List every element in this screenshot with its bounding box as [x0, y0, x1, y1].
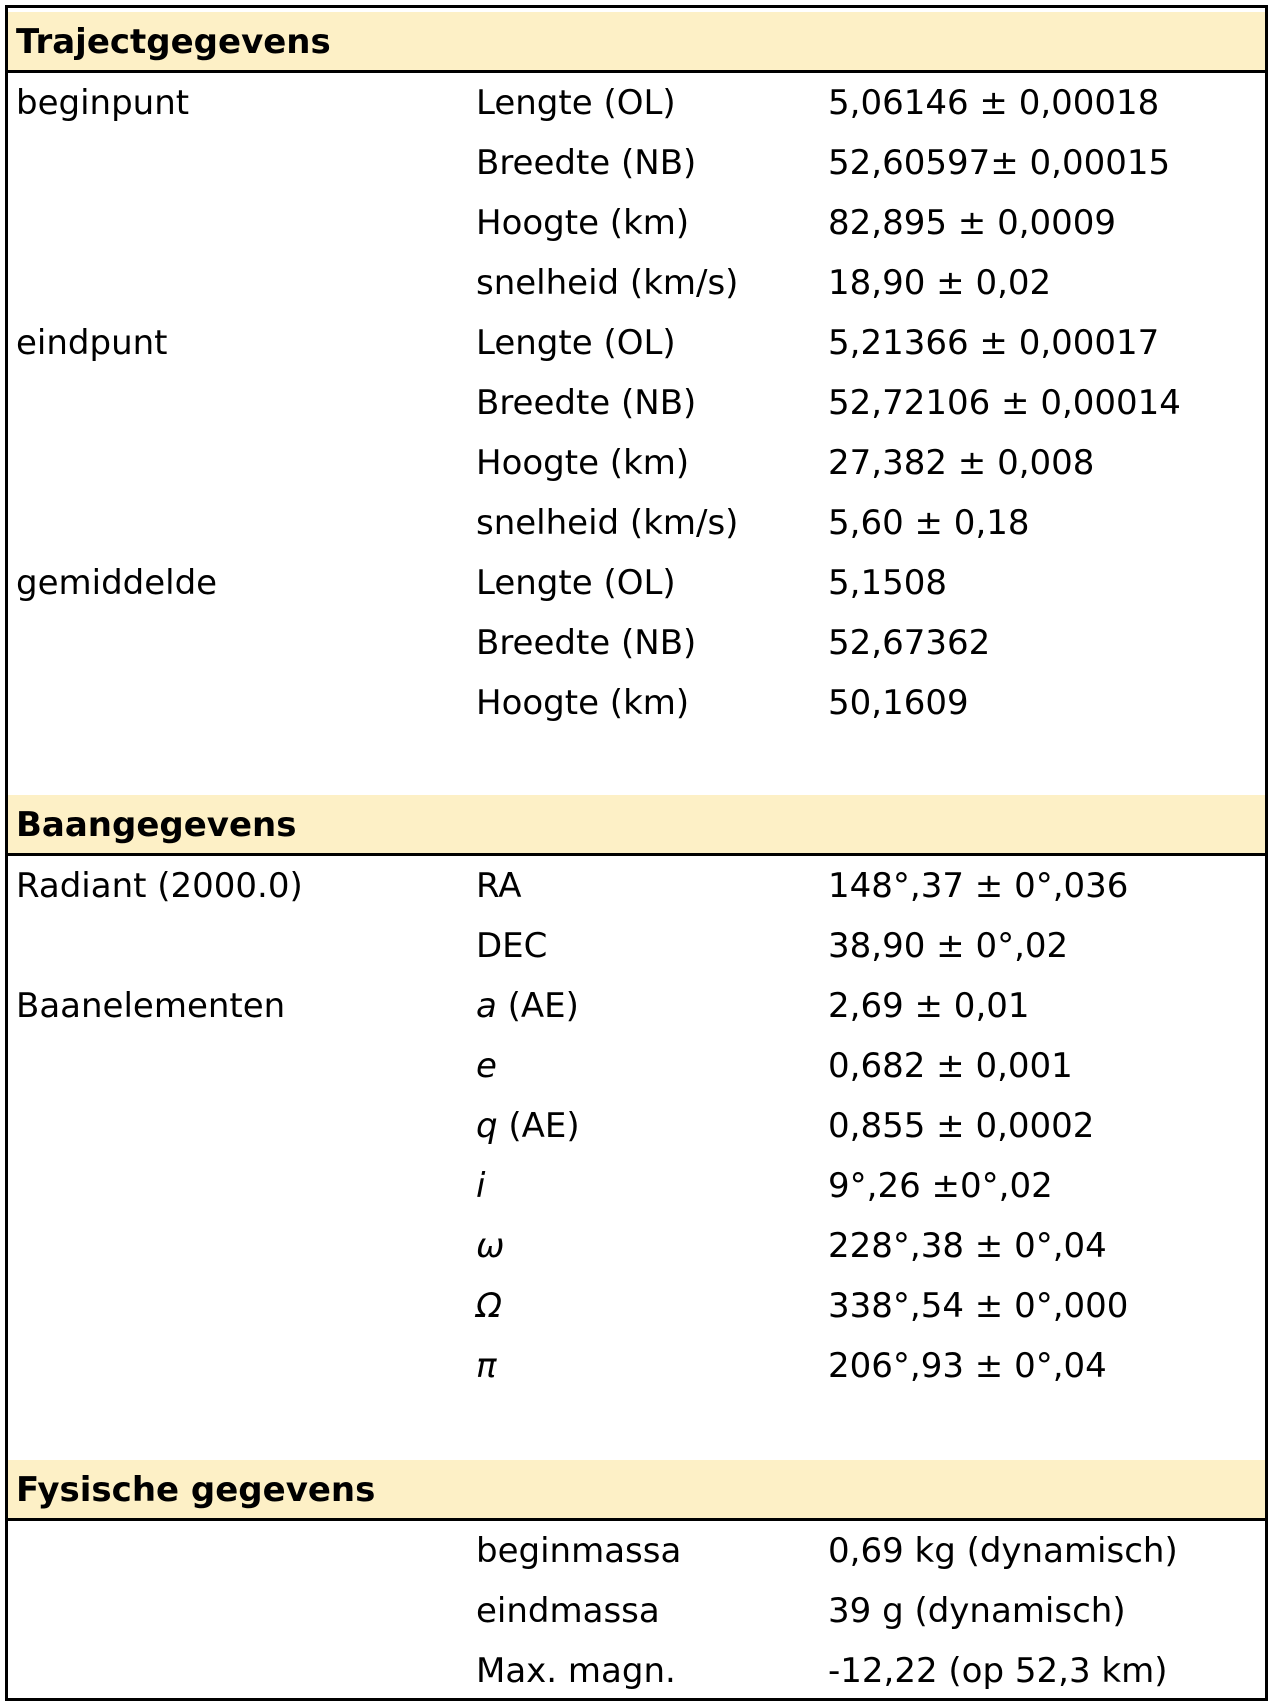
section-header-baangegevens: Baangegevens	[8, 795, 1265, 855]
row-value: 52,60597± 0,00015	[828, 143, 1171, 183]
row-group: beginpunt	[16, 83, 190, 123]
table-row	[8, 193, 1265, 253]
row-value: 148°,37 ± 0°,036	[828, 866, 1129, 906]
section-header-fysische-gegevens: Fysische gegevens	[8, 1460, 1265, 1520]
orbital-unit: (AE)	[496, 986, 579, 1026]
row-label	[476, 1276, 502, 1336]
table-row	[8, 313, 1265, 373]
row-value: 5,06146 ± 0,00018	[828, 83, 1160, 123]
table-row	[8, 1641, 1265, 1701]
orbital-symbol: Ω	[476, 1286, 502, 1326]
table-row	[8, 1336, 1265, 1396]
row-value: 5,21366 ± 0,00017	[828, 323, 1160, 363]
table-row	[8, 553, 1265, 613]
row-label: Lengte (OL)	[476, 83, 676, 123]
orbital-unit: (AE)	[497, 1106, 580, 1146]
table-row	[8, 916, 1265, 976]
section-header-trajectgegevens: Trajectgegevens	[8, 12, 1265, 72]
row-value: 18,90 ± 0,02	[828, 263, 1052, 303]
row-label	[476, 1336, 496, 1396]
orbital-symbol: i	[476, 1166, 486, 1206]
row-label	[476, 1156, 485, 1216]
row-value: 5,60 ± 0,18	[828, 503, 1030, 543]
table-row	[8, 493, 1265, 553]
row-value: -12,22 (op 52,3 km)	[828, 1651, 1168, 1691]
orbital-symbol: ω	[476, 1226, 505, 1266]
row-label	[476, 1216, 504, 1276]
table-row	[8, 433, 1265, 493]
row-label: Hoogte (km)	[476, 203, 690, 243]
row-value: 52,72106 ± 0,00014	[828, 383, 1181, 423]
row-label: snelheid (km/s)	[476, 503, 739, 543]
orbital-symbol: q	[476, 1106, 498, 1146]
table-row	[8, 133, 1265, 193]
table-row	[8, 1156, 1265, 1216]
row-value: 5,1508	[828, 563, 947, 603]
row-label	[476, 1096, 580, 1156]
table-row	[8, 976, 1265, 1036]
row-value: 206°,93 ± 0°,04	[828, 1346, 1107, 1386]
table-row	[8, 73, 1265, 133]
table-row	[8, 253, 1265, 313]
table-row	[8, 373, 1265, 433]
row-label	[476, 976, 579, 1036]
row-value: 2,69 ± 0,01	[828, 986, 1030, 1026]
row-value: 0,855 ± 0,0002	[828, 1106, 1095, 1146]
row-group: gemiddelde	[16, 563, 218, 603]
row-group: eindpunt	[16, 323, 168, 363]
orbital-symbol: π	[476, 1346, 497, 1386]
table-row	[8, 673, 1265, 733]
row-label: Max. magn.	[476, 1651, 676, 1691]
row-value: 0,69 kg (dynamisch)	[828, 1531, 1178, 1571]
row-label: Breedte (NB)	[476, 143, 697, 183]
row-label: Hoogte (km)	[476, 683, 690, 723]
table-row	[8, 856, 1265, 916]
row-value: 27,382 ± 0,008	[828, 443, 1095, 483]
orbital-symbol: a	[476, 986, 497, 1026]
table-row	[8, 1096, 1265, 1156]
row-label: snelheid (km/s)	[476, 263, 739, 303]
row-label: Hoogte (km)	[476, 443, 690, 483]
row-value: 38,90 ± 0°,02	[828, 926, 1069, 966]
table-row	[8, 1036, 1265, 1096]
data-table	[5, 5, 1268, 1701]
row-label: DEC	[476, 926, 548, 966]
row-label: Lengte (OL)	[476, 563, 676, 603]
row-label: RA	[476, 866, 522, 906]
row-value: 0,682 ± 0,001	[828, 1046, 1073, 1086]
row-label: beginmassa	[476, 1531, 682, 1571]
table-row	[8, 1581, 1265, 1641]
row-value: 228°,38 ± 0°,04	[828, 1226, 1107, 1266]
row-label: Breedte (NB)	[476, 383, 697, 423]
row-group: Radiant (2000.0)	[16, 866, 303, 906]
table-row	[8, 1276, 1265, 1336]
row-group: Baanelementen	[16, 986, 286, 1026]
row-value: 50,1609	[828, 683, 969, 723]
row-label	[476, 1036, 497, 1096]
row-value: 9°,26 ±0°,02	[828, 1166, 1053, 1206]
row-label: Breedte (NB)	[476, 623, 697, 663]
table-row	[8, 613, 1265, 673]
orbital-symbol: e	[476, 1046, 497, 1086]
row-value: 338°,54 ± 0°,000	[828, 1286, 1129, 1326]
table-row	[8, 1216, 1265, 1276]
row-value: 82,895 ± 0,0009	[828, 203, 1117, 243]
row-label: Lengte (OL)	[476, 323, 676, 363]
row-value: 52,67362	[828, 623, 991, 663]
row-value: 39 g (dynamisch)	[828, 1591, 1126, 1631]
row-label: eindmassa	[476, 1591, 660, 1631]
table-row	[8, 1521, 1265, 1581]
